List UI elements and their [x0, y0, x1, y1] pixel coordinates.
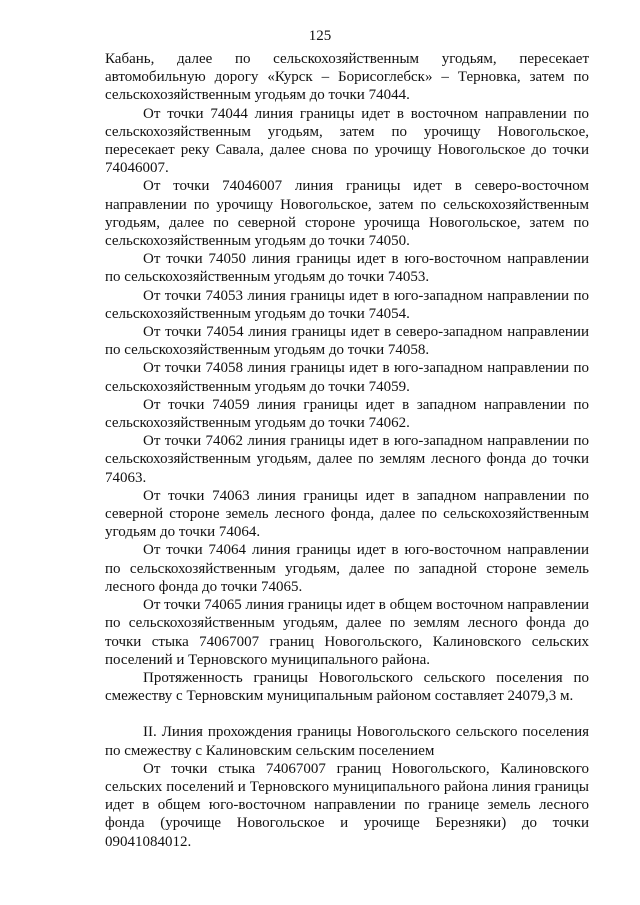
paragraph: От точки 74053 линия границы идет в юго-западном направлении по сельскохозяйственным угодьям до точки 74054. [105, 287, 589, 322]
paragraph: От точки стыка 74067007 границ Новогольского, Калиновского сельских поселений и Терновского муниципального района линия границы идет в общем юго-восточном направлении по границе земель лесного фонда (урочище Новогольское и урочище Березняки) до точки 09041084012. [105, 760, 589, 850]
paragraph: От точки 74063 линия границы идет в западном направлении по северной стороне земель лесного фонда, далее по сельскохозяйственным угодьям до точки 74064. [105, 487, 589, 541]
paragraph: От точки 74050 линия границы идет в юго-восточном направлении по сельскохозяйственным угодьям до точки 74053. [105, 251, 589, 286]
page-number: 125 [308, 28, 332, 44]
paragraph: От точки 74046007 линия границы идет в северо-восточном направлении по урочищу Новогольское, затем по сельскохозяйственным угодьям, далее по северной стороне урочища Новогольское, затем по сельскохозяйственным угодьям до точки 74050. [105, 178, 589, 250]
paragraph: От точки 74062 линия границы идет в юго-западном направлении по сельскохозяйственным угодьям, далее по землям лесного фонда до точки 74063. [105, 433, 589, 486]
paragraph: От точки 74044 линия границы идет в восточном направлении по сельскохозяйственным угодьям, затем по урочищу Новогольское, пересекает реку Савала, далее снова по урочищу Новогольское до точки 74046007. [105, 105, 589, 177]
paragraph: От точки 74058 линия границы идет в юго-западном направлении по сельскохозяйственным угодьям до точки 74059. [105, 360, 589, 395]
paragraph: От точки 74054 линия границы идет в северо-западном направлении по сельскохозяйственным угодьям до точки 74058. [105, 324, 589, 359]
paragraph: Протяженность границы Новогольского сельского поселения по смежеству с Терновским муниципальным районом составляет 24079,3 м. [105, 669, 589, 705]
paragraph: От точки 74065 линия границы идет в общем восточном направлении по сельскохозяйственным угодьям, далее по землям лесного фонда до точки стыка 74067007 границ Новогольского, Калиновского сельских поселений и Терновского муниципального района. [105, 597, 589, 668]
section-heading: II. Линия прохождения границы Новогольского сельского поселения по смежеству с Калиновским сельским поселением [105, 724, 589, 759]
paragraph: От точки 74064 линия границы идет в юго-восточном направлении по сельскохозяйственным угодьям, далее по западной стороне земель лесного фонда до точки 74065. [105, 542, 589, 595]
paragraph: Кабань, далее по сельскохозяйственным угодьям, пересекает автомобильную дорогу «Курск – Борисоглебск» – Терновка, затем по сельскохозяйственным угодьям до точки 74044. [105, 51, 589, 104]
document-body [105, 50, 589, 851]
paragraph: От точки 74059 линия границы идет в западном направлении по сельскохозяйственным угодьям до точки 74062. [105, 396, 589, 432]
